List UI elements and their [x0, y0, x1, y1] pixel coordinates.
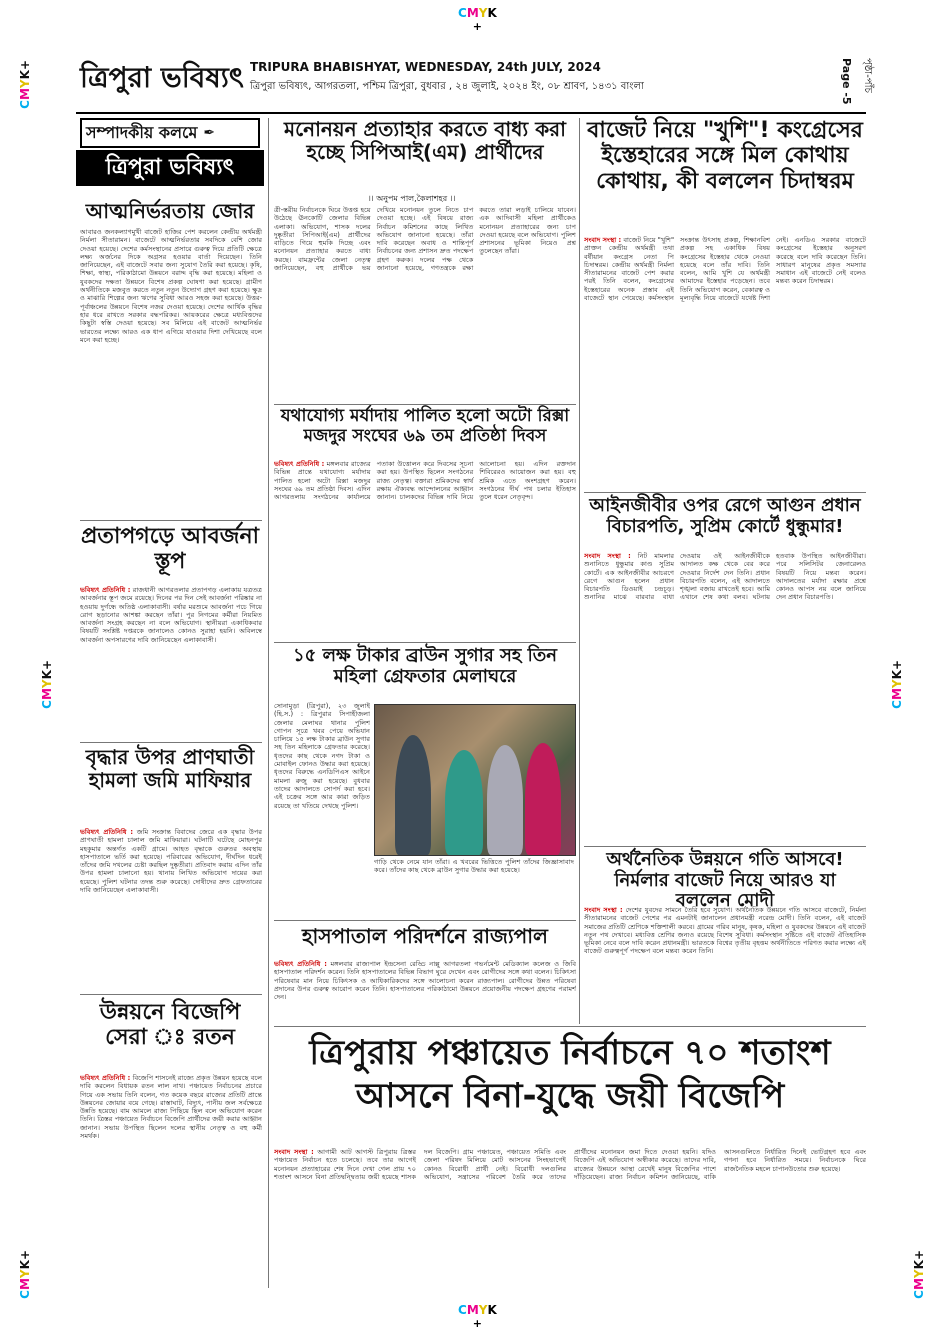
editorial-tag-box — [80, 118, 260, 148]
governor-headline: হাসপাতাল পরিদর্শনে রাজ্যপাল — [302, 924, 548, 948]
cj-body-wrap — [584, 552, 866, 842]
bjp-headline: উন্নয়নে বিজেপি সেরা ঃ রতন — [99, 1000, 241, 1051]
sugar-divider — [274, 920, 576, 921]
masthead-title: ত্রিপুরা ভবিষ্যৎ — [80, 61, 244, 94]
left-registration-mark-bottom: CMYK+ — [18, 1250, 32, 1299]
auto-divider — [274, 642, 576, 643]
right-registration-mark-bottom: CMYK+ — [912, 1250, 926, 1299]
woman-figure-pink — [525, 743, 561, 855]
left-registration-mark-mid: CMYK+ — [40, 660, 54, 709]
panchayat-body: আগামী আট আগস্ট ত্রিপুরায় ত্রিস্তর পঞ্চায়েত নির্বাচন হতে চলেছে। তবে তার আগেই মনোনয়ন প্রত্যাহারের শেষ দিনে দেখা গেল প্রায় ৭০ শতাংশ আসনে বিনা প্রতিদ্বন্দ্বিতায় জয়ী হয়েছে শাসক দল বিজেপি। গ্রাম পঞ্চায়েত, পঞ্চায়েত সমিতি এবং জেলা পরিষদ মিলিয়ে মোট আসনের সিংহভাগেই কোনও বিরোধী প্রার্থী নেই। বিরোধী দলগুলির অভিযোগ, সন্ত্রাসের পরিবেশ তৈরি করে তাদের প্রার্থীদের মনোনয়ন জমা দিতে দেওয়া হয়নি। যদিও বিজেপি এই অভিযোগ অস্বীকার করেছে। তাদের দাবি, রাজ্যের উন্নয়নে আস্থা রেখেই মানুষ বিজেপির পাশে দাঁড়িয়েছেন। রাজ্য নির্বাচন কমিশন জানিয়েছে, বাকি আসনগুলিতে নির্ধারিত দিনেই ভোটগ্রহণ হবে এবং গণনা হবে নির্ধারিত সময়ে। নির্বাচনকে ঘিরে রাজনৈতিক মহলে চাপানউতোর শুরু হয়েছে। — [274, 1148, 866, 1181]
woman-figure-teal — [445, 750, 483, 855]
bjp-label: ভবিষ্যৎ প্রতিনিধি : — [80, 1074, 131, 1082]
sugar-caption: গাড়ি থেকে নেমে যান তাঁরা। এ খবরের ভিত্তিতে পুলিশ তাঁদের জিজ্ঞাসাবাদ করে। তাঁদের কাছ থেকে ব্রাউন সুগার উদ্ধার করা হয়েছে। — [374, 858, 574, 875]
budget-headline: বাজেট নিয়ে "খুশি"! কংগ্রেসের ইস্তেহারের সঙ্গে মিল কোথায় কোথায়, কী বললেন চিদাম্বরম — [587, 118, 863, 194]
page-number-bengali: পৃষ্ঠা-পাঁচ — [862, 58, 873, 93]
governor-body: মঙ্গলবার রাজ্যপাল ইন্দ্রসেনা রেড্ডি নাল্লু আগরতলা গভর্নমেন্ট মেডিক্যাল কলেজ ও জিবি হাসপাতাল পরিদর্শন করেন। তিনি হাসপাতালের বিভিন্ন বিভাগ ঘুরে দেখেন এবং রোগীদের সঙ্গে কথা বলেন। চিকিৎসা পরিষেবার মান নিয়ে চিকিৎসক ও আধিকারিকদের সঙ্গে আলোচনা করেন রাজ্যপাল। রোগীদের উন্নত পরিষেবা প্রদানের উপর গুরুত্ব আরোপ করেন তিনি। হাসপাতালের পরিকাঠামো উন্নয়নে প্রয়োজনীয় পদক্ষেপ গ্রহণের পরামর্শ দেন। — [274, 960, 576, 1002]
budget-label: সংবাদ সংস্থা : — [584, 236, 622, 244]
page-number: Page -5 — [840, 58, 853, 105]
editorial-headline: আত্মনির্ভরতায় জোর — [85, 199, 255, 223]
auto-body-wrap — [274, 460, 576, 640]
cj-label: সংবাদ সংস্থা : — [584, 552, 631, 560]
economy-headline: অর্থনৈতিক উন্নয়নে গতি আসবে! নির্মলার বাজেট নিয়ে আরও যা বললেন মোদী — [606, 849, 844, 912]
budget-body: বাজেট নিয়ে "খুশি" প্রাক্তন কেন্দ্রীয় অর্থমন্ত্রী তথা বর্ষীয়ান কংগ্রেস নেতা পি চিদাম্বরম। কেন্দ্রীয় অর্থমন্ত্রী নির্মলা সীতারামনের বাজেট পেশ করার পরই তিনি বলেন, কংগ্রেসের ইস্তেহারের অনেক প্রস্তাব এই বাজেটে স্থান পেয়েছে। কর্মসংস্থান সংক্রান্ত উৎসাহ প্রকল্প, শিক্ষানবিশ প্রকল্প সহ একাধিক বিষয় কংগ্রেসের ইস্তেহার থেকে নেওয়া হয়েছে বলে তাঁর দাবি। তিনি বলেন, আমি খুশি যে অর্থমন্ত্রী আমাদের ইস্তেহার পড়েছেন। তবে তিনি অভিযোগ করেন, বেকারত্ব ও মূল্যবৃদ্ধি নিয়ে বাজেটে যথেষ্ট দিশা নেই। এনডিএ সরকার বাজেটে কংগ্রেসের ইস্তেহার অনুসরণ করেছে বলে দাবি করেছেন তিনি। সাধারণ মানুষের প্রকৃত সমস্যার সমাধান এই বাজেটে নেই বলেও মন্তব্য করেন চিদাম্বরম। — [584, 236, 866, 303]
cpim-headline: মনোনয়ন প্রত্যাহার করতে বাধ্য করা হচ্ছে সিপিআই(এম) প্রার্থীদের — [283, 117, 566, 164]
bjp-body-wrap — [80, 1074, 262, 1288]
pen-icon: ✒ — [203, 125, 216, 141]
cj-body: নিট মামলার শুনানিতে ধুন্ধুমার কাণ্ড সুপ্রিম কোর্টে। এক আইনজীবীর আচরণে রেগে আগুন হলেন প্রধান বিচারপতি ডিওয়াই চন্দ্রচূড়। শুনানির মাঝে বারবার বাধা দেওয়ায় ওই আইনজীবীকে আদালত কক্ষ থেকে বের করে দেওয়ার নির্দেশ দেন তিনি। প্রধান বিচারপতি বলেন, এই আদালতে শৃঙ্খলা বজায় রাখতেই হবে। আমি এখানে শেষ কথা বলব। ঘটনায় হতবাক উপস্থিত আইনজীবীরা। পরে সলিসিটর জেনারেলও বিষয়টি নিয়ে মন্তব্য করেন। আদালতের মর্যাদা রক্ষার প্রশ্নে কোনও আপস নয় বলে জানিয়ে দেন প্রধান বিচারপতি। — [584, 552, 866, 602]
woman-figure-grey — [487, 745, 523, 855]
elderly-headline: বৃদ্ধার উপর প্রাণঘাতী হামলা জমি মাফিয়ার — [85, 745, 255, 792]
right-registration-mark-mid: CMYK+ — [890, 660, 904, 709]
economy-body: দেশের যুবদের সামনে তৈরি হবে সুযোগ। অর্থনৈতিক উন্নয়নে গতি আসবে বাজেটে, নির্মলা সীতারামনের বাজেট পেশের পর এমনটাই জানালেন প্রধানমন্ত্রী নরেন্দ্র মোদী। তিনি বলেন, এই বাজেট সমাজের প্রতিটি শ্রেণিকে শক্তিশালী করবে। গ্রামের গরিব মানুষ, কৃষক, মহিলা ও যুবকদের উন্নয়নে এই বাজেট নতুন পথ দেখাবে। মধ্যবিত্ত শ্রেণির জন্যও রয়েছে বিশেষ সুবিধা। কর্মসংস্থান সৃষ্টিতে এই বাজেট ঐতিহাসিক ভূমিকা নেবে বলে দাবি করেন প্রধানমন্ত্রী। ভারতকে বিশ্বের তৃতীয় বৃহত্তম অর্থনীতিতে পরিণত করার লক্ষ্যে এই বাজেট গুরুত্বপূর্ণ পদক্ষেপ বলে মন্তব্য করেন তিনি। — [584, 906, 866, 956]
sugar-body: সোনামুড়া (ত্রিপুরা), ২৩ জুলাই (হি.স.) : ত্রিপুরার সিপাহীজলা জেলার মেলাঘর থানার পুলিশ গোপন সূত্রে খবর পেয়ে অভিযান চালিয়ে ১৫ লক্ষ টাকার ব্রাউন সুগার সহ তিন মহিলাকে গ্রেফতার করেছে। ধৃতদের কাছ থেকে নগদ টাকা ও মোবাইল ফোনও উদ্ধার করা হয়েছে। ধৃতদের বিরুদ্ধে এনডিপিএস আইনে মামলা রুজু করা হয়েছে। বুধবার তাদের আদালতে সোপর্দ করা হবে। এই চক্রের সঙ্গে আর কারা জড়িত রয়েছে তা খতিয়ে দেখছে পুলিশ। — [274, 702, 370, 810]
auto-body: মঙ্গলবার রাজ্যের বিভিন্ন প্রান্তে যথাযোগ্য মর্যাদায় পালিত হলো অটো রিক্সা মজদুর সংঘের ৬৯ তম প্রতিষ্ঠা দিবস। এদিন আগরতলায় সংগঠনের কার্যালয়ে পতাকা উত্তোলন করে দিবসের সূচনা করা হয়। উপস্থিত ছিলেন সংগঠনের রাজ্য নেতৃত্ব। বক্তারা শ্রমিকদের স্বার্থ রক্ষায় ঐক্যবদ্ধ আন্দোলনের আহ্বান জানান। চালকদের বিভিন্ন দাবি নিয়ে আলোচনা হয়। এদিন রক্তদান শিবিরেরও আয়োজন করা হয়। বহু শ্রমিক এতে অংশগ্রহণ করেন। সংগঠনের দীর্ঘ পথ চলার ইতিহাস তুলে ধরেন নেতৃবৃন্দ। — [274, 460, 576, 502]
pratapgarh-divider — [80, 742, 262, 743]
governor-body-wrap — [274, 960, 576, 1022]
panchayat-headline: ত্রিপুরায় পঞ্চায়েত নির্বাচনে ৭০ শতাংশ আসনে বিনা-যুদ্ধে জয়ী বিজেপি — [309, 1033, 831, 1116]
cpim-divider — [274, 404, 576, 405]
pratapgarh-label: ভবিষ্যৎ প্রতিনিধি : — [80, 586, 131, 594]
top-registration-mark: CMYK + — [458, 6, 497, 33]
left-registration-mark-top: CMYK+ — [18, 60, 32, 109]
officer-figure — [395, 735, 431, 855]
budget-body-wrap — [584, 236, 866, 488]
editorial-divider — [80, 520, 262, 521]
cpim-byline: ।। অনুপম পাল,কৈলাশহর ।। — [368, 194, 456, 203]
economy-body-wrap — [584, 906, 866, 1022]
lead-story-rule — [274, 1026, 866, 1027]
masthead-rule — [76, 112, 866, 114]
governor-label: ভবিষ্যৎ প্রতিনিধি : — [274, 960, 327, 968]
masthead-bengali-line: ত্রিপুরা ভবিষ্যৎ, আগরতলা, পশ্চিম ত্রিপুরা, বুধবার , ২৪ জুলাই, ২০২৪ ইং, ০৮ শ্রাবণ, ১৪৩১ বাংলা — [250, 81, 644, 92]
editorial-body: আবারও জনকল্যাণমুখী বাজেট হাজির পেশ করলেন কেন্দ্রীয় অর্থমন্ত্রী নির্মলা সীতারামন। বাজেটে আত্মনির্ভরতার সবদিকে বেশি জোর দেওয়া হয়েছে। দেশের কর্মসংস্থানের প্রসারে গুরুত্ব দিয়ে প্রতিটি ক্ষেত্রে লক্ষ্য অর্জনের দিকে অগ্রসর হওয়ার বার্তা দিয়েছেন। তিনি জানিয়েছেন, এই বাজেটে সবার জন্য সুযোগ তৈরি করা হয়েছে। কৃষি, শিক্ষা, স্বাস্থ্য, পরিকাঠামো উন্নয়নে বরাদ্দ বৃদ্ধি করা হয়েছে। মহিলা ও যুবকদের দক্ষতা উন্নয়নে বিশেষ প্রকল্প ঘোষণা করা হয়েছে। গ্রামীণ অর্থনীতিকে মজবুত করতে নতুন নতুন উদ্যোগ গ্রহণ করা হয়েছে। ক্ষুদ্র ও মাঝারি শিল্পের জন্য ঋণের সুবিধা আরও সহজ করা হয়েছে। উত্তর-পূর্বাঞ্চলের উন্নয়নে বিশেষ নজর দেওয়া হয়েছে। দেশের আর্থিক বৃদ্ধির হার ধরে রাখতে সরকার বদ্ধপরিকর। আয়করের ক্ষেত্রে মধ্যবিত্তদের কিছুটা স্বস্তি দেওয়া হয়েছে। সব মিলিয়ে এই বাজেট আত্মনির্ভর ভারতের লক্ষ্যে আরও এক ধাপ এগিয়ে যাওয়ার দিশা দেখিয়েছে বলে মনে করা হচ্ছে। — [80, 228, 262, 344]
bjp-body: বিজেপি শাসনেই রাজ্যে প্রকৃত উন্নয়ন হয়েছে বলে দাবি করলেন বিধায়ক রতন লাল নাথ। পঞ্চায়েত নির্বাচনের প্রচারে গিয়ে এক সভায় তিনি বলেন, গত কয়েক বছরে রাজ্যের প্রতিটি প্রান্তে উন্নয়নের জোয়ার বয়ে গেছে। রাস্তাঘাট, বিদ্যুৎ, পানীয় জল সর্বক্ষেত্রে উন্নতি হয়েছে। বাম আমলে রাজ্য পিছিয়ে ছিল বলে অভিযোগ করেন তিনি। ত্রিস্তর পঞ্চায়েত নির্বাচনে বিজেপি প্রার্থীদের জয়ী করার আহ্বান জানান। সভায় উপস্থিত ছিলেন দলের স্থানীয় নেতৃত্ব ও বহু কর্মী সমর্থক। — [80, 1074, 262, 1141]
pratapgarh-body: রাজধানী আগরতলার প্রতাপগড় এলাকায় যত্রতত্র আবর্জনার স্তূপ জমে রয়েছে। দিনের পর দিন সেই আবর্জনা পরিষ্কার না হওয়ায় দুর্গন্ধে অতিষ্ঠ এলাকাবাসী। বর্ষার মরশুমে আবর্জনা পচে গিয়ে রোগ ছড়ানোর আশঙ্কা করছেন তাঁরা। পুর নিগমের কর্মীরা নিয়মিত আবর্জনা সংগ্রহ করছেন না বলে অভিযোগ। স্থানীয়রা একাধিকবার বিষয়টি সংশ্লিষ্ট দপ্তরকে জানালেও কোনও সুরাহা হয়নি। অবিলম্বে আবর্জনা অপসারণের দাবি জানিয়েছেন এলাকাবাসী। — [80, 586, 262, 644]
elderly-body: জমি সংক্রান্ত বিবাদের জেরে এক বৃদ্ধার উপর প্রাণঘাতী হামলা চালাল জমি মাফিয়ারা। ঘটনাটি ঘটেছে মোহনপুর মহকুমার অন্তর্গত একটি গ্রামে। আহত বৃদ্ধাকে গুরুতর অবস্থায় হাসপাতালে ভর্তি করা হয়েছে। পরিবারের অভিযোগ, দীর্ঘদিন ধরেই তাঁদের জমি দখলের চেষ্টা করছিল দুষ্কৃতীরা। প্রতিবাদ করায় এদিন তাঁর উপর হামলা চালানো হয়। থানায় লিখিত অভিযোগ দায়ের করা হয়েছে। পুলিশ ঘটনার তদন্ত শুরু করেছে। দোষীদের দ্রুত গ্রেফতারের দাবি জানিয়েছেন এলাকাবাসী। — [80, 828, 262, 895]
masthead-english-line: TRIPURA BHABISHYAT, WEDNESDAY, 24th JULY, 2024 — [250, 60, 601, 74]
economy-label: সংবাদ সংস্থা : — [584, 906, 623, 914]
bottom-registration-mark: CMYK + — [458, 1303, 497, 1330]
budget-divider — [584, 492, 866, 493]
cpim-body: ত্রী-স্তরীয় নির্বাচনকে ঘিরে উত্তপ্ত হয়ে উঠেছে ঊনকোটি জেলার বিভিন্ন এলাকা। অভিযোগ, শাসক দলের দুষ্কৃতীরা সিপিআই(এম) প্রার্থীদের বাড়িতে গিয়ে হুমকি দিচ্ছে এবং মনোনয়ন প্রত্যাহার করতে বাধ্য করছে। বামফ্রন্টের জেলা নেতৃত্ব জানিয়েছেন, বহু প্রার্থীকে ভয় দেখিয়ে মনোনয়ন তুলে নিতে চাপ দেওয়া হচ্ছে। এই বিষয়ে রাজ্য নির্বাচন কমিশনের কাছে লিখিত অভিযোগ জানানো হয়েছে। তাঁরা দাবি করেছেন অবাধ ও শান্তিপূর্ণ নির্বাচনের জন্য প্রশাসন দ্রুত পদক্ষেপ গ্রহণ করুক। দলের পক্ষ থেকে জানানো হয়েছে, গণতন্ত্রকে রক্ষা করতে তারা লড়াই চালিয়ে যাবেন। এক আদিবাসী মহিলা প্রার্থীকেও মনোনয়ন প্রত্যাহারের জন্য চাপ দেওয়া হয়েছে বলে অভিযোগ। পুলিশ প্রশাসনের ভূমিকা নিয়েও প্রশ্ন তুলেছেন তাঁরা। — [274, 206, 576, 273]
editorial-tag: সম্পাদকীয় কলমে — [86, 122, 198, 142]
panchayat-body-wrap — [274, 1148, 866, 1288]
auto-label: ভবিষ্যৎ প্রতিনিধি : — [274, 460, 325, 468]
elderly-label: ভবিষ্যৎ প্রতিনিধি : — [80, 828, 134, 836]
panchayat-label: সংবাদ সংস্থা : — [274, 1148, 314, 1156]
elderly-body-wrap — [80, 828, 262, 968]
sugar-headline: ১৫ লক্ষ টাকার ব্রাউন সুগার সহ তিন মহিলা গ্রেফতার মেলাঘরে — [292, 645, 558, 687]
auto-headline: যথাযোগ্য মর্যাদায় পালিত হলো অটো রিক্সা মজদুর সংঘের ৬৯ তম প্রতিষ্ঠা দিবস — [280, 406, 570, 446]
cj-divider — [584, 846, 866, 847]
column-rule-1 — [268, 118, 269, 1288]
pratapgarh-body-wrap — [80, 586, 262, 740]
cj-headline: আইনজীবীর ওপর রেগে আগুন প্রধান বিচারপতি, সুপ্রিম কোর্টে ধুন্ধুমার! — [589, 495, 861, 537]
editorial-brand: ত্রিপুরা ভবিষ্যৎ — [76, 150, 264, 186]
elderly-divider — [80, 994, 262, 995]
column-rule-2 — [579, 118, 580, 1024]
arrest-photo — [374, 704, 576, 856]
pratapgarh-headline: প্রতাপগড়ে আবর্জনা স্তূপ — [81, 524, 259, 575]
